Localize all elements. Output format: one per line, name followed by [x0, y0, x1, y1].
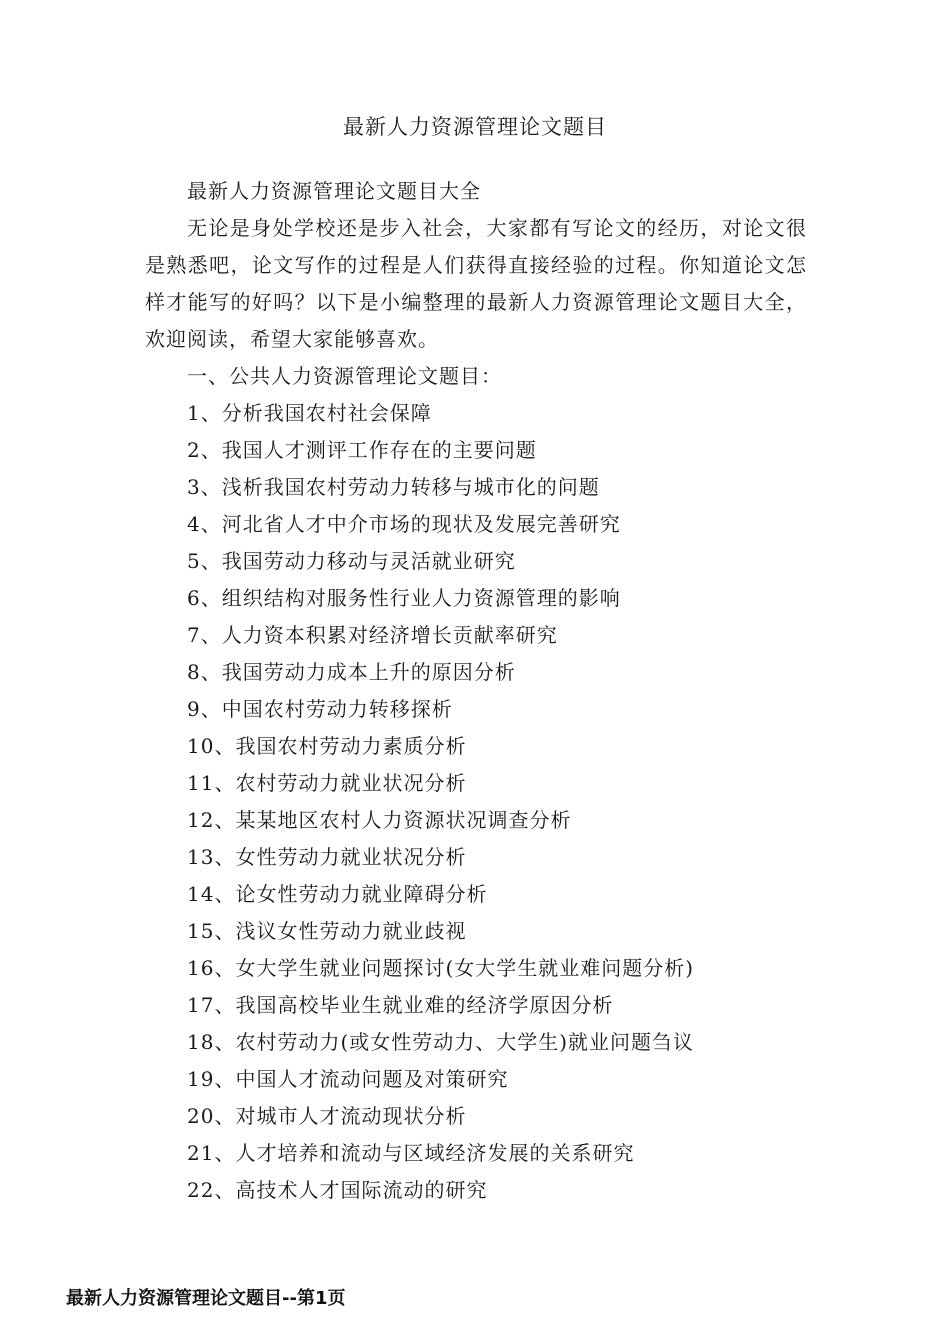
- topic-list: [145, 395, 807, 1209]
- list-item: 10、我国农村劳动力素质分析: [187, 734, 467, 758]
- document-subtitle: 最新人力资源管理论文题目大全: [187, 179, 481, 203]
- list-item: 20、对城市人才流动现状分析: [187, 1104, 467, 1128]
- page-footer: 最新人力资源管理论文题目--第1页: [66, 1288, 346, 1309]
- list-item: 22、高技术人才国际流动的研究: [187, 1178, 488, 1202]
- list-item: 12、某某地区农村人力资源状况调查分析: [187, 808, 572, 832]
- list-item: 6、组织结构对服务性行业人力资源管理的影响: [187, 586, 621, 610]
- list-item: 19、中国人才流动问题及对策研究: [187, 1067, 509, 1091]
- list-item: 9、中国农村劳动力转移探析: [187, 697, 453, 721]
- section-heading: 一、公共人力资源管理论文题目：: [187, 364, 502, 388]
- list-item: 7、人力资本积累对经济增长贡献率研究: [187, 623, 558, 647]
- list-item: 11、农村劳动力就业状况分析: [187, 771, 467, 795]
- list-item: 16、女大学生就业问题探讨(女大学生就业难问题分析): [187, 956, 695, 980]
- document-body: [145, 173, 807, 1209]
- page-title: 最新人力资源管理论文题目: [343, 115, 607, 139]
- intro-paragraph: 无论是身处学校还是步入社会，大家都有写论文的经历，对论文很是熟悉吧，论文写作的过程是人们获得直接经验的过程。你知道论文怎样才能写的好吗？以下是小编整理的最新人力资源管理论文题目大全，欢迎阅读，希望大家能够喜欢。: [145, 216, 807, 351]
- list-item: 8、我国劳动力成本上升的原因分析: [187, 660, 516, 684]
- list-item: 3、浅析我国农村劳动力转移与城市化的问题: [187, 475, 600, 499]
- list-item: 18、农村劳动力(或女性劳动力、大学生)就业问题刍议: [187, 1030, 695, 1054]
- list-item: 13、女性劳动力就业状况分析: [187, 845, 467, 869]
- list-item: 4、河北省人才中介市场的现状及发展完善研究: [187, 512, 621, 536]
- list-item: 21、人才培养和流动与区域经济发展的关系研究: [187, 1141, 635, 1165]
- list-item: 1、分析我国农村社会保障: [187, 401, 432, 425]
- list-item: 5、我国劳动力移动与灵活就业研究: [187, 549, 516, 573]
- list-item: 17、我国高校毕业生就业难的经济学原因分析: [187, 993, 614, 1017]
- list-item: 15、浅议女性劳动力就业歧视: [187, 919, 467, 943]
- list-item: 14、论女性劳动力就业障碍分析: [187, 882, 488, 906]
- list-item: 2、我国人才测评工作存在的主要问题: [187, 438, 537, 462]
